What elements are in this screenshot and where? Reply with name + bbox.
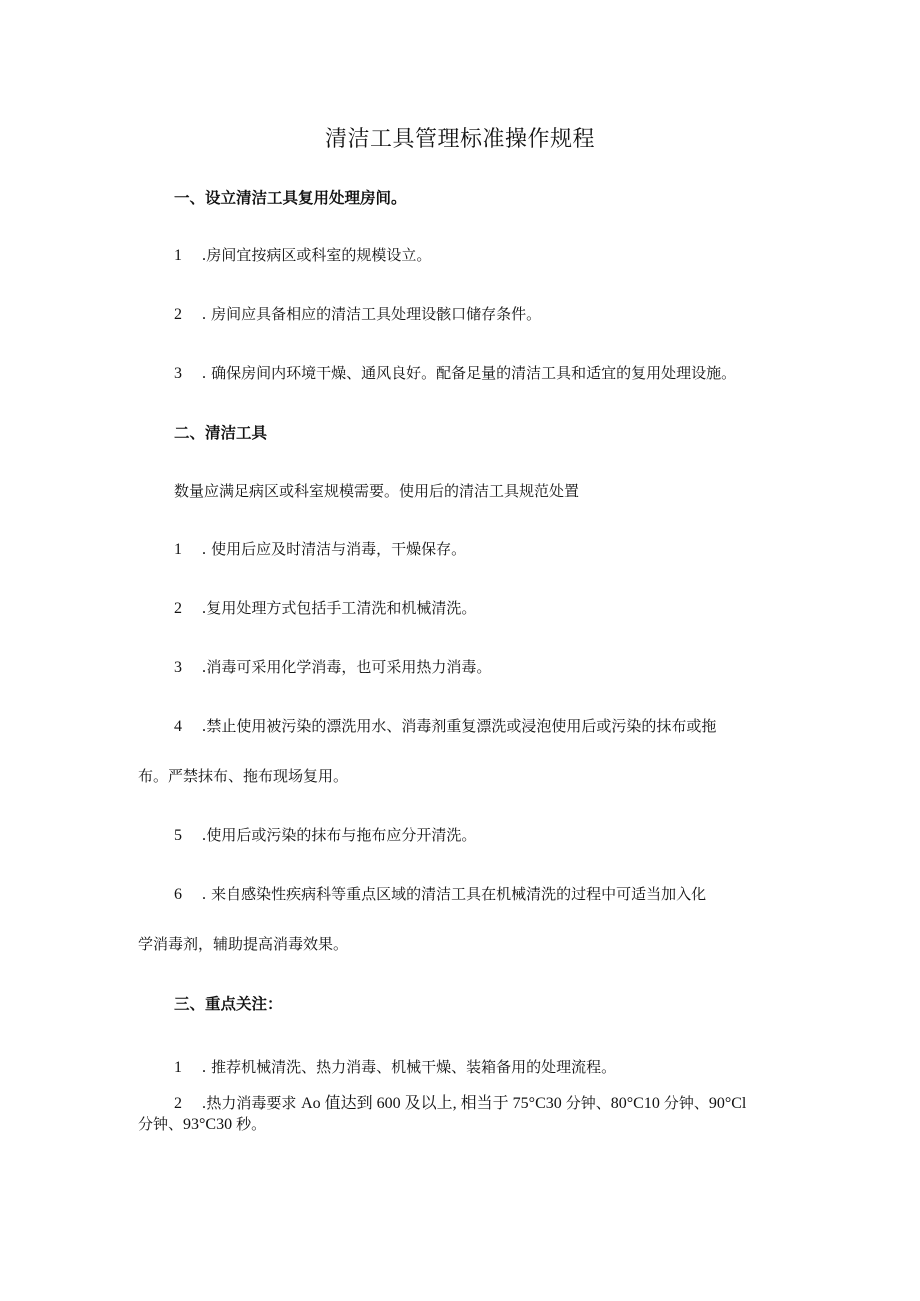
- item-text-part: 分钟、: [138, 1115, 184, 1133]
- section-2-item-6: [174, 883, 706, 904]
- item-number: 4: [174, 718, 182, 735]
- section-2-heading: 二、清洁工具: [174, 424, 268, 442]
- section-3-item-1: [174, 1056, 616, 1077]
- item-text: . 推荐机械清洗、热力消毒、机械干燥、装箱备用的处理流程。: [201, 1058, 617, 1076]
- section-2-item-4: [174, 715, 716, 736]
- item-number: 3: [174, 365, 182, 382]
- section-1-item-2: [174, 303, 541, 324]
- item-text-part: 80°C10: [610, 1095, 664, 1112]
- item-text-part: Ao 值达到 600 及以上, 相当于 75°C30: [301, 1095, 566, 1112]
- item-text: . 房间应具备相应的清洁工具处理设骸口储存条件。: [201, 305, 542, 323]
- section-3-item-2-continuation: [138, 1113, 266, 1134]
- item-text: . 来自感染性疾病科等重点区域的清洁工具在机械清洗的过程中可适当加入化: [201, 885, 707, 903]
- section-2-item-2: [174, 597, 476, 618]
- item-number: 1: [174, 541, 182, 558]
- item-number: 2: [174, 306, 182, 323]
- item-number: 1: [174, 247, 182, 264]
- item-text-part: .热力消毒要求: [201, 1094, 302, 1112]
- section-1-item-3: [174, 362, 736, 383]
- item-text: .使用后或污染的抹布与拖布应分开清洗。: [201, 826, 477, 844]
- section-2-item-5: [174, 824, 476, 845]
- item-number: 6: [174, 886, 182, 903]
- section-2-item-3: [174, 656, 491, 677]
- item-text-part: 93°C30: [183, 1116, 237, 1133]
- item-text-part: 90°Cl: [708, 1095, 747, 1112]
- item-text: .禁止使用被污染的漂洗用水、消毒剂重复漂洗或浸泡使用后或污染的抹布或拖: [201, 717, 717, 735]
- item-text-part: 分钟、: [565, 1094, 611, 1112]
- section-1-heading: 一、设立清洁工具复用处理房间。: [174, 189, 407, 207]
- item-number: 5: [174, 827, 182, 844]
- item-number: 1: [174, 1059, 182, 1076]
- section-3-item-2: [174, 1090, 746, 1113]
- item-number: 2: [174, 600, 182, 617]
- item-text: . 确保房间内环境干燥、通风良好。配备足量的清洁工具和适宜的复用处理设施。: [201, 364, 737, 382]
- item-number: 2: [174, 1095, 182, 1112]
- section-1-item-1: [174, 244, 431, 265]
- item-text: .消毒可采用化学消毒，也可采用热力消毒。: [201, 658, 492, 676]
- item-number: 3: [174, 659, 182, 676]
- section-2-intro: 数量应满足病区或科室规模需要。使用后的清洁工具规范处置: [174, 482, 580, 500]
- item-text-part: 秒。: [236, 1115, 267, 1133]
- section-2-item-6-continuation: 学消毒剂，辅助提高消毒效果。: [138, 935, 349, 953]
- document-title: 清洁工具管理标准操作规程: [324, 127, 595, 152]
- section-2-item-4-continuation: 布。严禁抹布、拖布现场复用。: [138, 767, 349, 785]
- item-text: .复用处理方式包括手工清洗和机械清洗。: [201, 599, 477, 617]
- section-2-item-1: [174, 538, 466, 559]
- item-text: . 使用后应及时清洁与消毒，干燥保存。: [201, 540, 467, 558]
- section-3-heading: 三、重点关注：: [174, 995, 283, 1013]
- item-text: .房间宜按病区或科室的规模设立。: [201, 246, 432, 264]
- item-text-part: 分钟、: [663, 1094, 709, 1112]
